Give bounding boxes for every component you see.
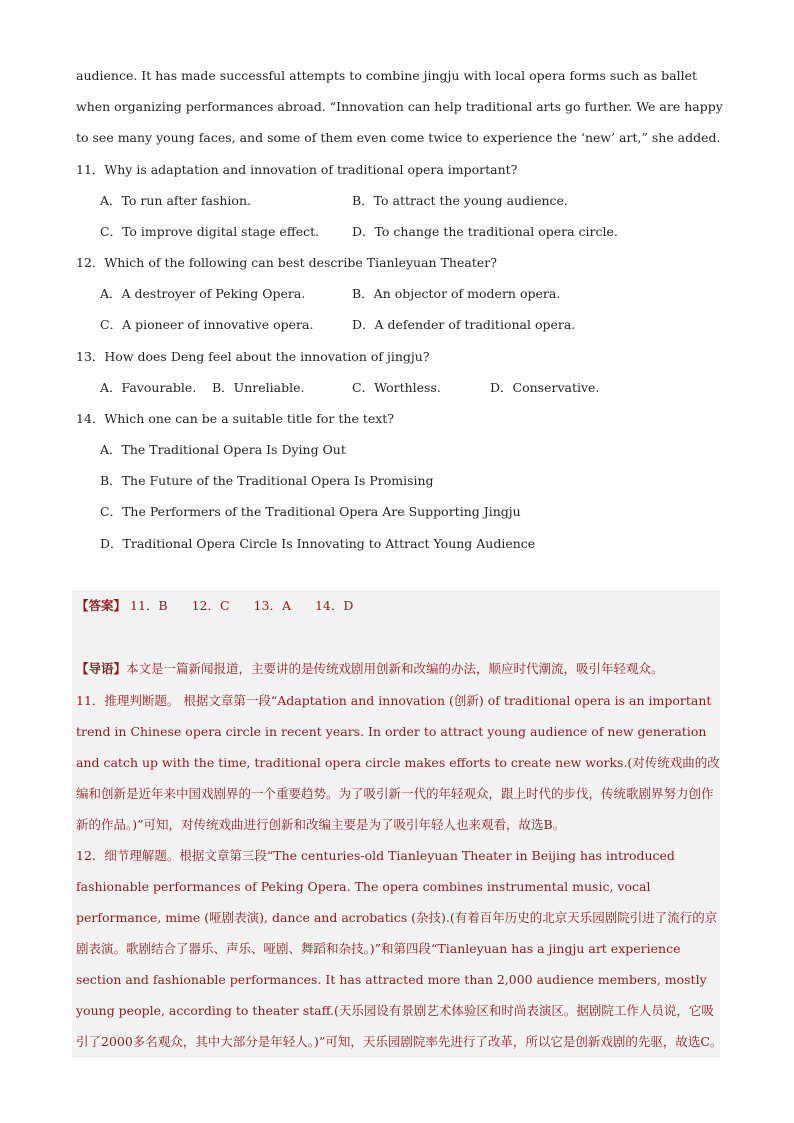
option-c: C．To improve digital stage effect. bbox=[100, 224, 320, 239]
answer-line bbox=[76, 596, 373, 616]
option-a: A．A destroyer of Peking Opera. bbox=[100, 286, 306, 301]
option-c: C．A pioneer of innovative opera. bbox=[100, 317, 314, 332]
guide-line bbox=[76, 659, 664, 679]
answer-item: 13．A bbox=[253, 598, 291, 613]
option-b: B．An objector of modern opera. bbox=[352, 286, 561, 301]
option-d: D．Traditional Opera Circle Is Innovating to Attract Young Audience bbox=[100, 536, 536, 551]
explanation-12: 12．细节理解题。根据文章第三段“The centuries-old Tianleyuan Theater in Beijing has introduced fashionable performances of Peking Opera. The opera combines instrumental music, vocal performance, mime (哑剧表演), dance and acrobatics (杂技).(有着百年历史的北京天乐园剧院引进了流行的京剧表演。歌剧结合了器乐、声乐、哑剧、舞蹈和杂技。)”和第四段“Tianleyuan has a jingju art experience section and fashionable performances. It has attracted more than 2,000 audience members, mostly young people, according to theater staff.(天乐园设有景剧艺术体验区和时尚表演区。据剧院工作人员说，它吸引了2000多名观众，其中大部分是年轻人。)”可知，天乐园剧院率先进行了改革，所以它是创新戏剧的先驱，故选C。 bbox=[76, 848, 723, 1049]
option-d: D．Conservative. bbox=[490, 380, 600, 395]
option-a: A．Favourable. bbox=[100, 380, 197, 395]
explanations bbox=[76, 685, 724, 1057]
option-b: B．Unreliable. bbox=[212, 380, 305, 395]
question-stem: 13．How does Deng feel about the innovation of jingju? bbox=[76, 349, 430, 364]
question-stem: 14．Which one can be a suitable title for the text? bbox=[76, 411, 395, 426]
option-b: B．The Future of the Traditional Opera Is Promising bbox=[100, 473, 434, 488]
option-d: D．To change the traditional opera circle. bbox=[352, 224, 618, 239]
question-stem: 11．Why is adaptation and innovation of traditional opera important? bbox=[76, 162, 518, 177]
option-a: A．To run after fashion. bbox=[100, 193, 251, 208]
option-d: D．A defender of traditional opera. bbox=[352, 317, 576, 332]
option-c: C．The Performers of the Traditional Opera Are Supporting Jingju bbox=[100, 504, 521, 519]
answer-item: 14．D bbox=[314, 598, 354, 613]
answer-label: 【答案】 bbox=[76, 598, 127, 613]
explanation-11: 11．推理判断题。 根据文章第一段“Adaptation and innovation (创新) of traditional opera is an important trend in Chinese opera circle in recent years. In order to attract young audience of new generation and catch up with the time, traditional opera circle makes efforts to create new works.(对传统戏曲的改编和创新是近年来中国戏剧界的一个重要趋势。为了吸引新一代的年轻观众，跟上时代的步伐，传统歌剧界努力创作新的作品。)”可知，对传统戏曲进行创新和改编主要是为了吸引年轻人也来观看，故选B。 bbox=[76, 693, 720, 832]
option-c: C．Worthless. bbox=[352, 380, 441, 395]
guide-label: 【导语】 bbox=[76, 661, 127, 676]
answer-item: 12．C bbox=[191, 598, 230, 613]
option-a: A．The Traditional Opera Is Dying Out bbox=[100, 442, 346, 457]
guide-text: 本文是一篇新闻报道，主要讲的是传统戏剧用创新和改编的办法，顺应时代潮流，吸引年轻观众。 bbox=[126, 661, 664, 676]
passage-paragraph: audience. It has made successful attempts to combine jingju with local opera forms such as ballet when organizing performances abroad. “Innovation can help traditional arts go further. We are happy to see many young faces, and some of them even come twice to experience the ‘new’ art,” she added. bbox=[76, 68, 723, 145]
question-stem: 12．Which of the following can best describe Tianleyuan Theater? bbox=[76, 255, 497, 270]
answer-item: 11．B bbox=[130, 598, 168, 613]
option-b: B．To attract the young audience. bbox=[352, 193, 568, 208]
